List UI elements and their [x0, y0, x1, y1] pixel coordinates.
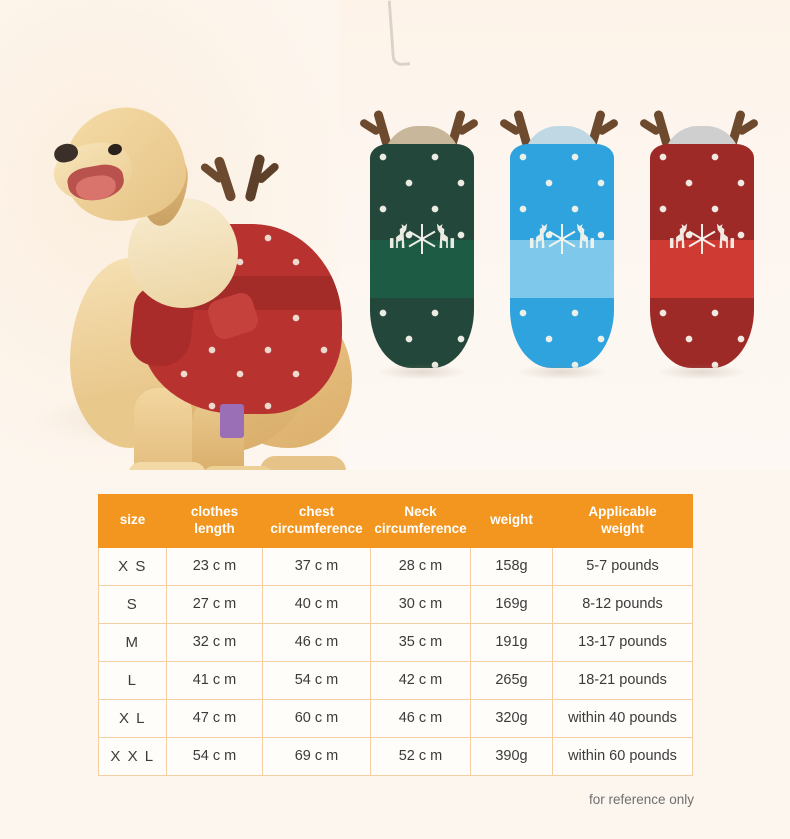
cell-size: X L [99, 699, 167, 737]
product-red-sweater [640, 110, 764, 370]
column-header-size [99, 495, 167, 548]
header-line: weight [490, 512, 533, 528]
snowflake-icon [687, 224, 717, 254]
sweater-body [370, 144, 474, 368]
column-header-clothes-length [167, 495, 263, 548]
header-line: clothes [190, 504, 239, 519]
cell-weight: 265g [471, 661, 553, 699]
cell-weight: 320g [471, 699, 553, 737]
cell-weight: 158g [471, 547, 553, 585]
cell-size: X S [99, 547, 167, 585]
table-row [99, 661, 693, 699]
cell-applicable-weight: within 60 pounds [553, 737, 693, 775]
dog-paw-one [128, 462, 206, 470]
cell-chest: 60 c m [263, 699, 371, 737]
product-blue-sweater [500, 110, 624, 370]
cell-applicable-weight: 13-17 pounds [553, 623, 693, 661]
cell-neck: 30 c m [371, 585, 471, 623]
header-line: weight [601, 520, 644, 536]
dog-rear-paw [260, 456, 346, 470]
cell-chest: 46 c m [263, 623, 371, 661]
cell-length: 54 c m [167, 737, 263, 775]
header-line: size [119, 512, 146, 528]
column-header-applicable-weight [553, 495, 693, 548]
cell-size: M [99, 623, 167, 661]
cell-length: 47 c m [167, 699, 263, 737]
cell-neck: 52 c m [371, 737, 471, 775]
column-header-neck-circumference [371, 495, 471, 548]
cell-length: 32 c m [167, 623, 263, 661]
table-header-row [99, 495, 693, 548]
cell-length: 23 c m [167, 547, 263, 585]
cell-size: X X L [99, 737, 167, 775]
cell-applicable-weight: 8-12 pounds [553, 585, 693, 623]
product-green-sweater [360, 110, 484, 370]
cell-weight: 390g [471, 737, 553, 775]
product-shadow [516, 364, 608, 380]
table-row [99, 623, 693, 661]
dog-collar-tag [220, 404, 244, 438]
hanger-icon [388, 0, 411, 67]
cell-chest: 69 c m [263, 737, 371, 775]
cell-chest: 40 c m [263, 585, 371, 623]
header-line: chest [298, 504, 335, 519]
dog-illustration [24, 48, 354, 448]
cell-chest: 37 c m [263, 547, 371, 585]
cell-applicable-weight: within 40 pounds [553, 699, 693, 737]
header-line: Neck [404, 504, 437, 519]
table-row [99, 699, 693, 737]
cell-weight: 169g [471, 585, 553, 623]
footnote: for reference only [588, 792, 694, 807]
table-row [99, 737, 693, 775]
table-row [99, 585, 693, 623]
snowflake-icon [407, 224, 437, 254]
cell-applicable-weight: 18-21 pounds [553, 661, 693, 699]
cell-neck: 35 c m [371, 623, 471, 661]
cell-length: 41 c m [167, 661, 263, 699]
cell-weight: 191g [471, 623, 553, 661]
header-line: circumference [270, 520, 363, 536]
table-row [99, 547, 693, 585]
sweater-body [510, 144, 614, 368]
cell-chest: 54 c m [263, 661, 371, 699]
cell-size: S [99, 585, 167, 623]
cell-length: 27 c m [167, 585, 263, 623]
cell-neck: 28 c m [371, 547, 471, 585]
column-header-weight [471, 495, 553, 548]
cell-neck: 46 c m [371, 699, 471, 737]
product-shadow [376, 364, 468, 380]
snowflake-icon [547, 224, 577, 254]
sweater-body [650, 144, 754, 368]
header-line: Applicable [588, 504, 657, 519]
header-line: length [194, 520, 235, 536]
size-chart-section [0, 470, 790, 839]
cell-neck: 42 c m [371, 661, 471, 699]
header-line: circumference [374, 520, 467, 536]
column-header-chest-circumference [263, 495, 371, 548]
size-table [98, 494, 693, 776]
cell-size: L [99, 661, 167, 699]
cell-applicable-weight: 5-7 pounds [553, 547, 693, 585]
product-shadow [656, 364, 748, 380]
